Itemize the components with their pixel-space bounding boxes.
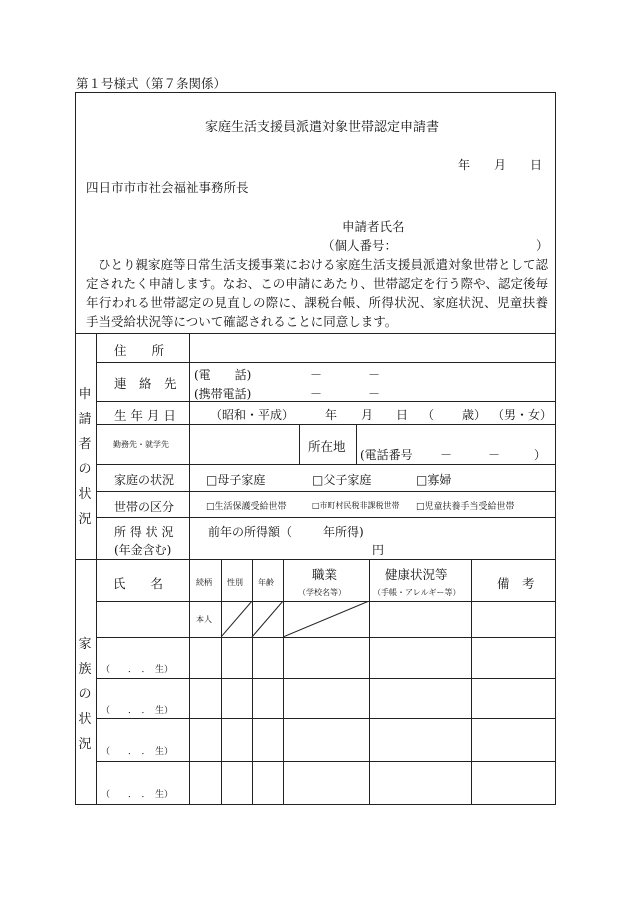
personal-number-close: ） [536,238,549,253]
self-label: 本人 [196,615,212,624]
divider [96,491,556,492]
household-class-label: 世帯の区分 [114,500,175,514]
addressee: 四日市市市社会福祉事務所長 [86,180,249,195]
declaration-text: ひとり親家庭等日常生活支援事業における家庭生活支援員派遣対象世帯として認定されたく申請します。なお、この申請にあたり、世帯認定を行う際や、認定後毎年行われる世帯認定の見直しの際に、課税台帳、所得状況、家庭状況、児童扶養手当受給状況等について確認されることに同意します。 [86,257,549,329]
divider [75,333,556,334]
checkbox-child-allowance[interactable]: □児童扶養手当受給世帯 [416,502,515,512]
divider [96,761,556,762]
mobile-dash: － [368,387,381,401]
income-sublabel: (年金含む) [114,543,172,557]
diagonal-slash [283,601,369,637]
occupation-slash [283,601,370,637]
phone-dash: － [368,368,381,382]
mobile-dash: － [310,387,323,401]
workplace-label: 勤務先・就学先 [113,440,169,449]
diagonal-slash [252,601,283,637]
checkbox-single-father[interactable]: □父子家庭 [312,473,372,487]
header-remarks: 備 考 [497,576,535,591]
divider [189,559,190,805]
divider [299,424,300,464]
divider [96,464,556,465]
divider [283,559,284,805]
member-birth-2[interactable]: （ ． ． 生） [101,706,174,716]
location-label: 所在地 [308,439,346,454]
address-field[interactable] [192,336,552,360]
header-health: 健康状況等 [385,567,448,582]
work-phone-close: ） [534,448,547,462]
header-name: 氏 名 [113,576,164,591]
form-label: 第１号様式（第７条関係） [76,76,227,91]
divider [96,718,556,719]
birthdate-label: 生 年 月 日 [114,408,176,423]
header-occupation-sub: （学校名等） [298,588,346,597]
divider [356,424,357,464]
divider [96,424,556,425]
divider [369,559,370,805]
divider [471,559,472,805]
applicant-name-label: 申請者氏名 [342,219,405,234]
divider [252,559,253,805]
date-month-label: 月 [494,158,507,172]
age-label: 歳） [462,408,487,422]
income-label: 所 得 状 況 [114,525,174,539]
contact-label: 連 絡 先 [114,376,177,391]
applicant-section-label: 申 請 者 の 状 況 [78,387,92,527]
header-occupation: 職業 [312,567,338,582]
phone-dash: － [310,368,323,382]
divider [75,559,556,560]
member-birth-3[interactable]: （ ． ． 生） [101,747,174,757]
checkbox-widow[interactable]: □寡婦 [416,473,452,487]
header-sex: 性別 [227,578,243,587]
checkbox-single-mother[interactable]: □母子家庭 [206,473,266,487]
year-income-label: 年所得) [323,525,364,539]
divider [96,678,556,679]
form-title: 家庭生活支援員派遣対象世帯認定申請書 [205,120,440,135]
member-birth-1[interactable]: （ ． ． 生） [101,665,174,675]
header-age: 年齢 [258,578,274,587]
divider [96,517,556,518]
birth-day-label: 日 [396,408,409,422]
self-row-slashes [221,601,284,637]
date-day-label: 日 [530,158,543,172]
yen-label: 円 [372,543,385,557]
checkbox-welfare[interactable]: □生活保護受給世帯 [206,502,287,512]
member-birth-4[interactable]: （ ． ． 生） [101,790,174,800]
header-health-sub: （手帳・アレルギー等） [373,588,461,597]
prev-year-income-label: 前年の所得額（ [208,525,293,539]
work-phone-dash: － [488,448,501,462]
workplace-field[interactable] [192,427,296,461]
era-selector[interactable]: （昭和・平成） [210,408,295,422]
address-label: 住 所 [114,343,165,358]
divider [96,333,97,805]
family-status-label: 家庭の状況 [114,473,175,487]
divider [189,333,190,559]
divider [96,637,556,638]
date-year-label: 年 [458,158,471,172]
header-relation: 続柄 [196,578,212,587]
age-open: （ [422,408,435,422]
birth-year-label: 年 [325,408,338,422]
mobile-label: (携帯電話) [194,387,252,401]
work-phone-dash: － [440,448,453,462]
birth-month-label: 月 [361,408,374,422]
diagonal-slash [221,601,252,637]
divider [221,559,222,805]
phone-label: (電 話) [194,368,252,382]
personal-number-label: （個人番号： [322,238,398,253]
divider [96,401,556,402]
divider [96,362,556,363]
checkbox-tax-exempt[interactable]: □市町村民税非課税世帯 [312,501,400,510]
sex-selector[interactable]: （男・女） [492,408,553,422]
work-phone-label: (電話番号 [360,448,413,462]
family-section-label: 家 族 の 状 況 [78,637,92,752]
